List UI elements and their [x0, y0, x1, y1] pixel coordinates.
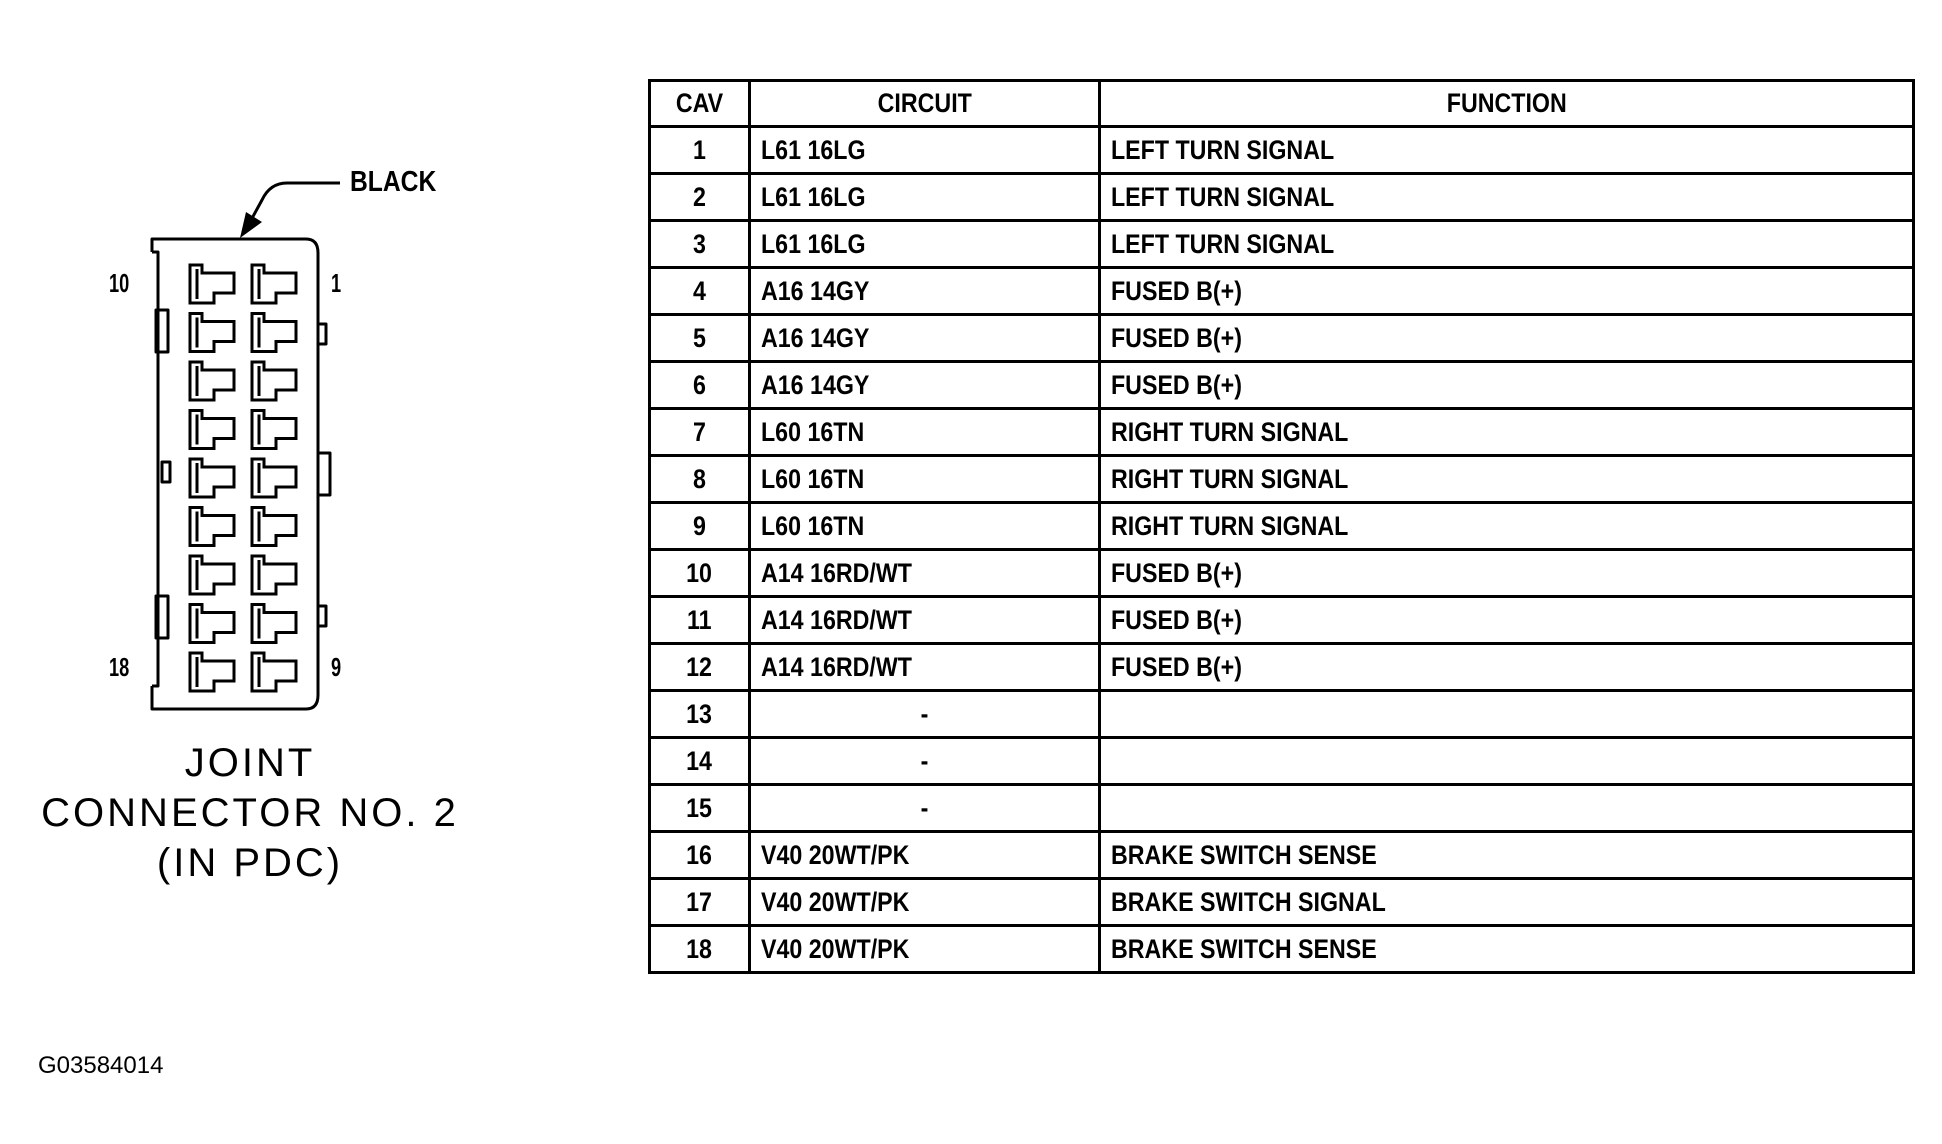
circuit-cell: L61 16LG: [750, 174, 1100, 221]
cav-cell: 7: [650, 409, 750, 456]
circuit-cell: L61 16LG: [750, 221, 1100, 268]
pin-label-bottom-left: 18: [109, 652, 130, 682]
leader-line: [250, 183, 340, 222]
table-row: [650, 127, 1914, 174]
function-cell: FUSED B(+): [1100, 644, 1914, 691]
circuit-cell: V40 20WT/PK: [750, 832, 1100, 879]
pin-label-top-left: 10: [109, 268, 130, 298]
function-cell: [1100, 785, 1914, 832]
function-cell: LEFT TURN SIGNAL: [1100, 174, 1914, 221]
function-cell: FUSED B(+): [1100, 362, 1914, 409]
header-circuit: CIRCUIT: [750, 81, 1100, 127]
table-row: [650, 644, 1914, 691]
table-row: [650, 691, 1914, 738]
table-row: [650, 597, 1914, 644]
header-function: FUNCTION: [1100, 81, 1914, 127]
cav-cell: 5: [650, 315, 750, 362]
circuit-cell: A16 14GY: [750, 268, 1100, 315]
cav-cell: 3: [650, 221, 750, 268]
table-row: [650, 738, 1914, 785]
cav-cell: 15: [650, 785, 750, 832]
circuit-cell: -: [750, 691, 1100, 738]
connector-title-line-3: (IN PDC): [156, 841, 344, 885]
function-cell: FUSED B(+): [1100, 597, 1914, 644]
circuit-cell: A14 16RD/WT: [750, 644, 1100, 691]
cav-cell: 14: [650, 738, 750, 785]
table-row: [650, 221, 1914, 268]
circuit-cell: L61 16LG: [750, 127, 1100, 174]
circuit-cell: V40 20WT/PK: [750, 879, 1100, 926]
table-row: [650, 503, 1914, 550]
pin-label-bottom-right: 9: [331, 652, 342, 682]
connector-color-label: BLACK: [350, 166, 437, 198]
circuit-cell: A16 14GY: [750, 362, 1100, 409]
function-cell: FUSED B(+): [1100, 550, 1914, 597]
cav-cell: 2: [650, 174, 750, 221]
cav-cell: 10: [650, 550, 750, 597]
function-cell: FUSED B(+): [1100, 268, 1914, 315]
leader-arrowhead: [240, 212, 262, 238]
cav-cell: 12: [650, 644, 750, 691]
pin-label-top-right: 1: [331, 268, 342, 298]
cav-cell: 1: [650, 127, 750, 174]
circuit-cell: V40 20WT/PK: [750, 926, 1100, 973]
cav-cell: 18: [650, 926, 750, 973]
connector-diagram: [0, 0, 640, 1144]
cav-cell: 16: [650, 832, 750, 879]
cav-cell: 17: [650, 879, 750, 926]
function-cell: LEFT TURN SIGNAL: [1100, 221, 1914, 268]
table-row: [650, 785, 1914, 832]
latch-left-mid: [162, 462, 170, 482]
circuit-cell: -: [750, 785, 1100, 832]
table-row: [650, 409, 1914, 456]
function-cell: LEFT TURN SIGNAL: [1100, 127, 1914, 174]
latch-right-top: [318, 324, 326, 344]
cav-cell: 4: [650, 268, 750, 315]
connector-title-line-2: CONNECTOR NO. 2: [41, 791, 459, 835]
table-row: [650, 174, 1914, 221]
cav-cell: 9: [650, 503, 750, 550]
function-cell: RIGHT TURN SIGNAL: [1100, 409, 1914, 456]
circuit-cell: A14 16RD/WT: [750, 597, 1100, 644]
function-cell: FUSED B(+): [1100, 315, 1914, 362]
circuit-cell: A14 16RD/WT: [750, 550, 1100, 597]
cav-cell: 8: [650, 456, 750, 503]
table-row: [650, 362, 1914, 409]
circuit-cell: L60 16TN: [750, 503, 1100, 550]
circuit-cell: -: [750, 738, 1100, 785]
function-cell: RIGHT TURN SIGNAL: [1100, 456, 1914, 503]
figure-code: G03584014: [38, 1052, 164, 1079]
table-row: [650, 315, 1914, 362]
latch-right-mid: [318, 453, 330, 495]
function-cell: [1100, 738, 1914, 785]
table-row: [650, 832, 1914, 879]
connector-title-line-1: JOINT: [184, 741, 316, 785]
cav-cell: 6: [650, 362, 750, 409]
circuit-cell: A16 14GY: [750, 315, 1100, 362]
function-cell: BRAKE SWITCH SIGNAL: [1100, 879, 1914, 926]
table-row: [650, 550, 1914, 597]
table-row: [650, 926, 1914, 973]
circuit-cell: L60 16TN: [750, 456, 1100, 503]
function-cell: BRAKE SWITCH SENSE: [1100, 926, 1914, 973]
table-row: [650, 879, 1914, 926]
pinout-table: [648, 79, 1915, 974]
terminal-cavities: [190, 265, 296, 691]
table-header-row: [650, 81, 1914, 127]
circuit-cell: L60 16TN: [750, 409, 1100, 456]
table-row: [650, 268, 1914, 315]
latch-right-bottom: [318, 606, 326, 626]
header-cav: CAV: [650, 81, 750, 127]
table-row: [650, 456, 1914, 503]
cav-cell: 13: [650, 691, 750, 738]
function-cell: RIGHT TURN SIGNAL: [1100, 503, 1914, 550]
function-cell: BRAKE SWITCH SENSE: [1100, 832, 1914, 879]
cav-cell: 11: [650, 597, 750, 644]
function-cell: [1100, 691, 1914, 738]
